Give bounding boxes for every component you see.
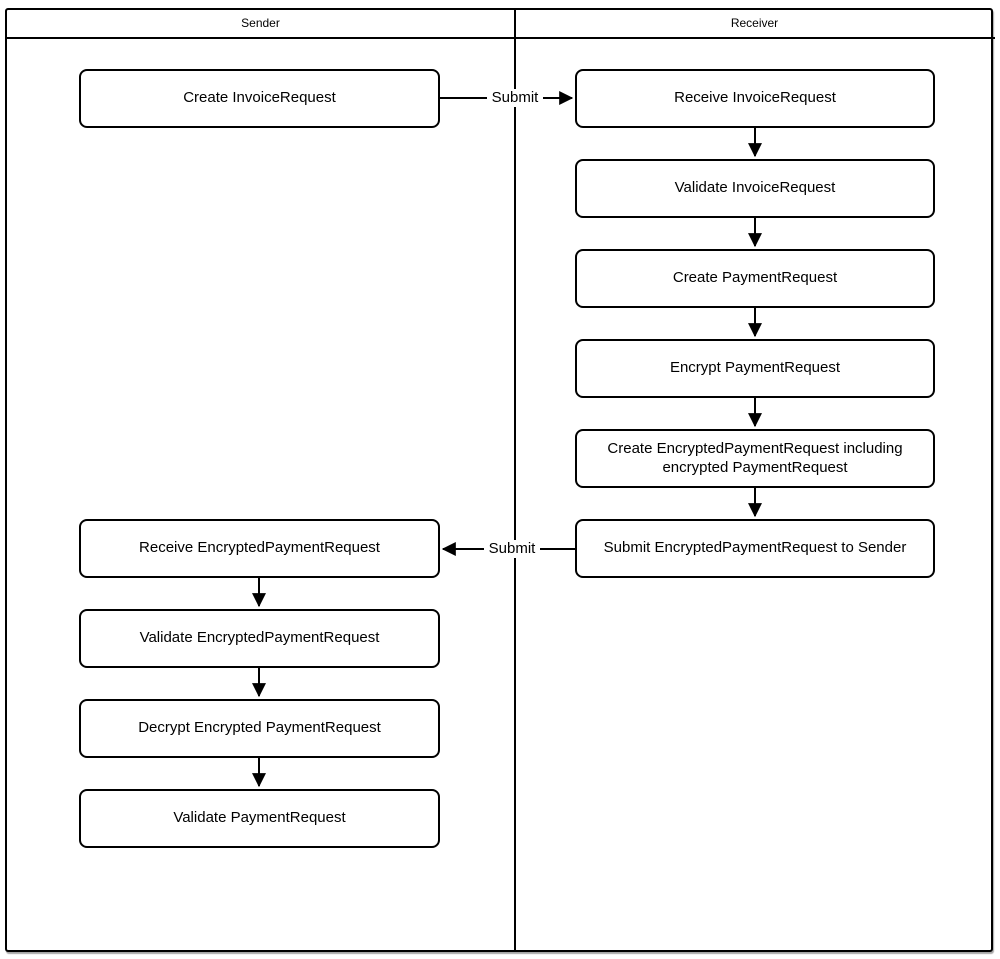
node-decrypt-encrypted-paymentrequest: Decrypt Encrypted PaymentRequest	[79, 699, 440, 758]
node-validate-encryptedpaymentrequest: Validate EncryptedPaymentRequest	[79, 609, 440, 668]
lane-header-separator	[5, 37, 995, 39]
lane-title-receiver: Receiver	[730, 16, 779, 30]
node-validate-paymentrequest: Validate PaymentRequest	[79, 789, 440, 848]
node-submit-encryptedpaymentrequest: Submit EncryptedPaymentRequest to Sender	[575, 519, 935, 578]
node-receive-encryptedpaymentrequest: Receive EncryptedPaymentRequest	[79, 519, 440, 578]
node-receive-invoicerequest: Receive InvoiceRequest	[575, 69, 935, 128]
edge-label-submit-payment: Submit	[484, 540, 540, 558]
node-create-invoicerequest: Create InvoiceRequest	[79, 69, 440, 128]
node-create-encryptedpaymentrequest: Create EncryptedPaymentRequest including encrypted PaymentRequest	[575, 429, 935, 488]
node-validate-invoicerequest: Validate InvoiceRequest	[575, 159, 935, 218]
edge-label-submit-invoice: Submit	[487, 89, 543, 107]
lane-title-sender: Sender	[241, 16, 280, 30]
node-create-paymentrequest: Create PaymentRequest	[575, 249, 935, 308]
lane-divider	[514, 8, 516, 952]
node-encrypt-paymentrequest: Encrypt PaymentRequest	[575, 339, 935, 398]
